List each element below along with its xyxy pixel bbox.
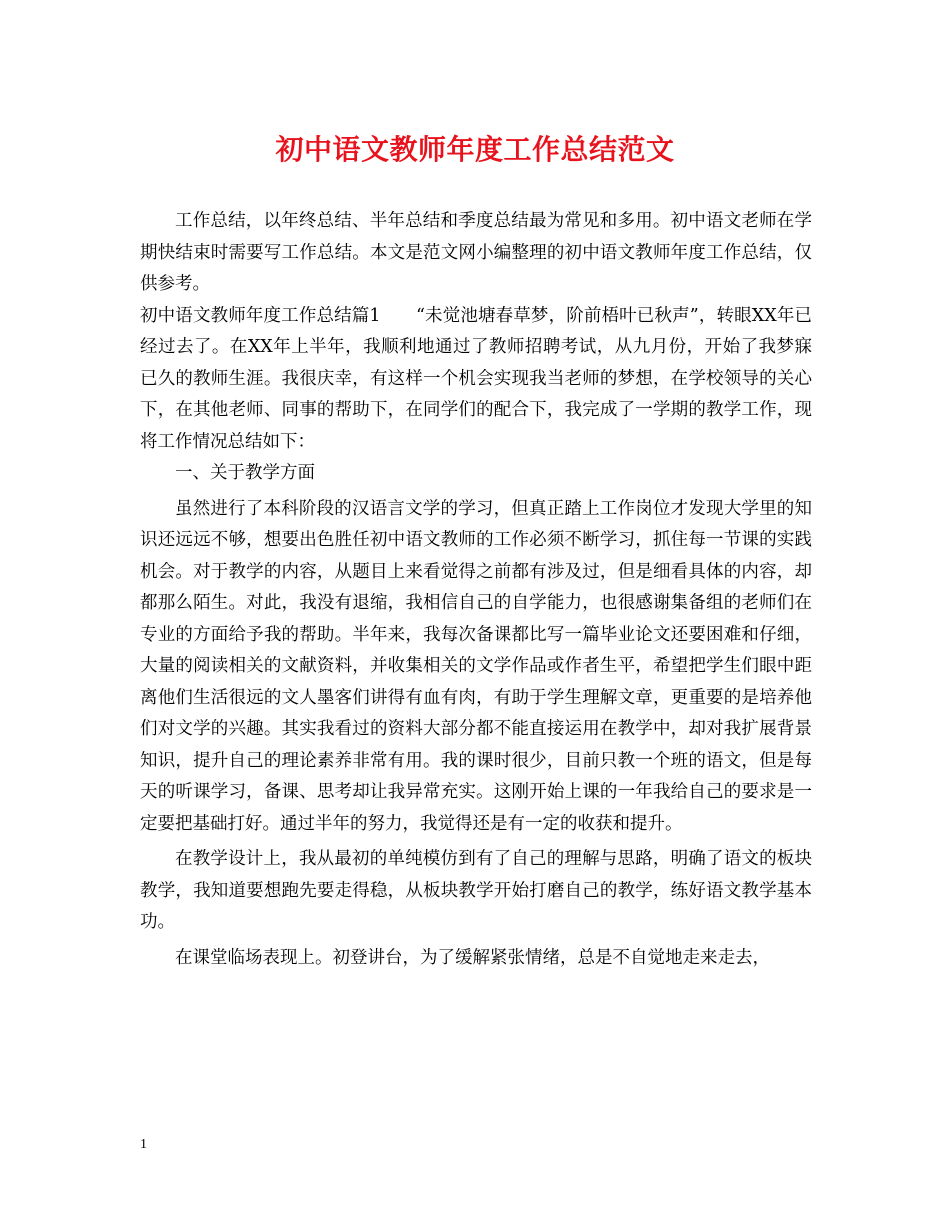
paragraph-teaching-study: 虽然进行了本科阶段的汉语言文学的学习，但真正踏上工作岗位才发现大学里的知识还远远不够，想要出色胜任初中语文教师的工作必须不断学习，抓住每一节课的实践机会。对于教学的内容，从题目上来看觉得之前都有涉及过，但是细看具体的内容，却都那么陌生。对此，我没有退缩，我相信自己的自学能力，也很感谢集备组的老师们在专业的方面给予我的帮助。半年来，我每次备课都比写一篇毕业论文还要困难和仔细，大量的阅读相关的文献资料，并收集相关的文学作品或作者生平，希望把学生们眼中距离他们生活很远的文人墨客们讲得有血有肉，有助于学生理解文章，更重要的是培养他们对文学的兴趣。其实我看过的资料大部分都不能直接运用在教学中，却对我扩展背景知识，提升自己的理论素养非常有用。我的课时很少，目前只教一个班的语文，但是每天的听课学习，备课、思考却让我异常充实。这刚开始上课的一年我给自己的要求是一定要把基础打好。通过半年的努力，我觉得还是有一定的收获和提升。 [140, 498, 812, 834]
paragraph-classroom: 在课堂临场表现上。初登讲台，为了缓解紧张情绪，总是不自觉地走来走去， [175, 947, 770, 968]
paragraph-section-1: 初中语文教师年度工作总结篇1 “未觉池塘春草梦，阶前梧叶已秋声”，转眼XX年已经过去了。在XX年上半年，我顺利地通过了教师招聘考试，从九月份，开始了我梦寐已久的教师生涯。我很庆幸，有这样一个机会实现我当老师的梦想，在学校领导的关心下，在其他老师、同事的帮助下，在同学们的配合下，我完成了一学期的教学工作，现将工作情况总结如下： [140, 305, 812, 452]
page-number: 1 [140, 1137, 147, 1152]
paragraph-intro: 工作总结，以年终总结、半年总结和季度总结最为常见和多用。初中语文老师在学期快结束时需要写工作总结。本文是范文网小编整理的初中语文教师年度工作总结，仅供参考。 [140, 211, 812, 294]
document-body [140, 206, 812, 974]
heading-teaching: 一、关于教学方面 [175, 463, 315, 483]
document-title: 初中语文教师年度工作总结范文 [275, 133, 675, 166]
paragraph-teaching-design: 在教学设计上，我从最初的单纯模仿到有了自己的理解与思路，明确了语文的板块教学，我知道要想跑先要走得稳，从板块教学开始打磨自己的教学，练好语文教学基本功。 [140, 849, 812, 932]
